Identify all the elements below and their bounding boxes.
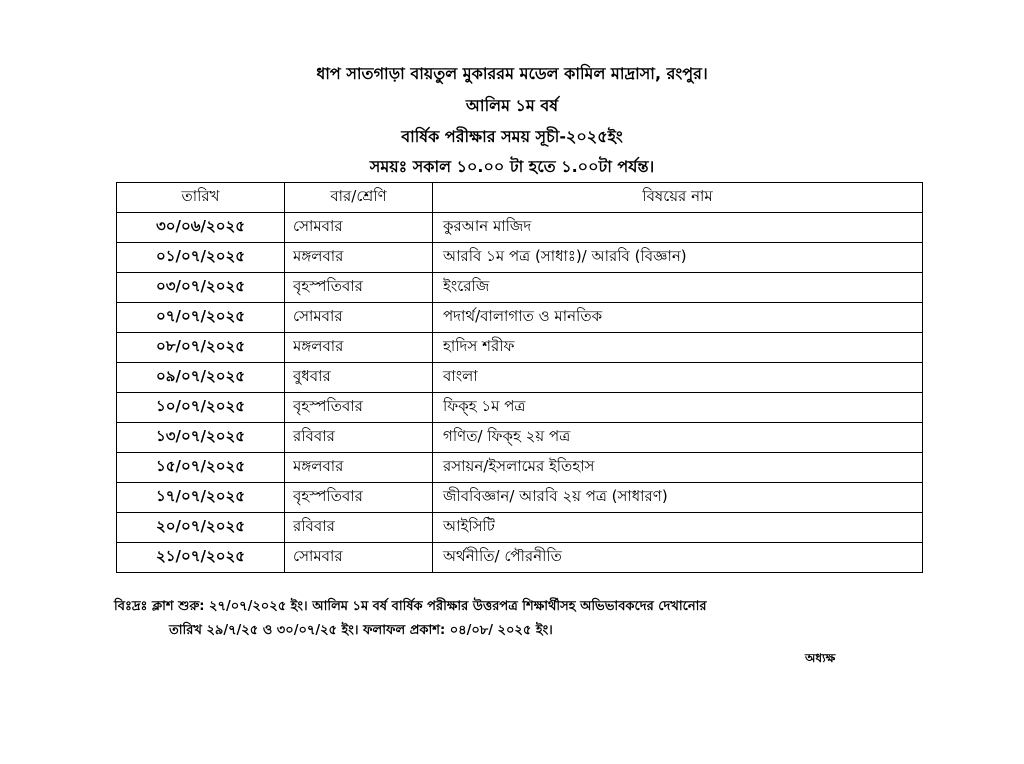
table-row: [117, 243, 923, 273]
row-subject: গণিত/ ফিক্‌হ ২য় পত্র: [433, 423, 923, 453]
table-row: [117, 273, 923, 303]
principal-signature-label: অধ্যক্ষ: [805, 651, 836, 665]
row-day: রবিবার: [285, 423, 433, 453]
row-subject: কুরআন মাজিদ: [433, 213, 923, 243]
row-date: ১০/০৭/২০২৫: [117, 393, 285, 423]
row-date: ২০/০৭/২০২৫: [117, 513, 285, 543]
row-subject: বাংলা: [433, 363, 923, 393]
row-date: ০১/০৭/২০২৫: [117, 243, 285, 273]
table-row: [117, 453, 923, 483]
row-day: মঙ্গলবার: [285, 333, 433, 363]
row-subject: ফিক্‌হ ১ম পত্র: [433, 393, 923, 423]
table-row: [117, 303, 923, 333]
row-day: মঙ্গলবার: [285, 243, 433, 273]
row-day: সোমবার: [285, 543, 433, 573]
table-row: [117, 483, 923, 513]
row-date: ১৭/০৭/২০২৫: [117, 483, 285, 513]
column-header-date: তারিখ: [117, 183, 285, 213]
table-row: [117, 363, 923, 393]
note-line-2: তারিখ ২৯/৭/২৫ ও ৩০/০৭/২৫ ইং। ফলাফল প্রকাশ: ০৪/০৮/ ২০২৫ ইং।: [169, 623, 553, 638]
row-day: সোমবার: [285, 213, 433, 243]
row-day: বুধবার: [285, 363, 433, 393]
row-date: ৩০/০৬/২০২৫: [117, 213, 285, 243]
row-date: ০৭/০৭/২০২৫: [117, 303, 285, 333]
row-date: ১৩/০৭/২০২৫: [117, 423, 285, 453]
table-row: [117, 393, 923, 423]
row-date: ২১/০৭/২০২৫: [117, 543, 285, 573]
column-header-subject: বিষয়ের নাম: [433, 183, 923, 213]
exam-title: বার্ষিক পরীক্ষার সময় সূচী-২০২৫ইং: [401, 127, 623, 146]
row-day: মঙ্গলবার: [285, 453, 433, 483]
row-subject: পদার্থ/বালাগাত ও মানতিক: [433, 303, 923, 333]
column-header-day: বার/শ্রেণি: [285, 183, 433, 213]
note-line-1: বিঃদ্রঃ ক্লাশ শুরু: ২৭/০৭/২০২৫ ইং। আলিম ১ম বর্ষ বার্ষিক পরীক্ষার উত্তরপত্র শিক্ষার্থীসহ অভিভাবকদের দেখানোর: [114, 599, 707, 614]
row-date: ০৩/০৭/২০২৫: [117, 273, 285, 303]
table-row: [117, 333, 923, 363]
row-day: সোমবার: [285, 303, 433, 333]
table-row: [117, 423, 923, 453]
exam-schedule-table: [116, 182, 923, 573]
row-subject: হাদিস শরীফ: [433, 333, 923, 363]
institution-title: ধাপ সাতগাড়া বায়তুল মুকাররম মডেল কামিল মাদ্রাসা, রংপুর।: [316, 64, 708, 83]
row-date: ১৫/০৭/২০২৫: [117, 453, 285, 483]
row-subject: ইংরেজি: [433, 273, 923, 303]
table-row: [117, 513, 923, 543]
row-date: ০৯/০৭/২০২৫: [117, 363, 285, 393]
exam-time: সময়ঃ সকাল ১০.০০ টা হতে ১.০০টা পর্যন্ত।: [369, 157, 655, 176]
row-subject: আইসিটি: [433, 513, 923, 543]
class-title: আলিম ১ম বর্ষ: [465, 96, 559, 115]
table-header-row: [117, 183, 923, 213]
row-date: ০৮/০৭/২০২৫: [117, 333, 285, 363]
row-day: বৃহস্পতিবার: [285, 273, 433, 303]
table-row: [117, 543, 923, 573]
row-day: বৃহস্পতিবার: [285, 393, 433, 423]
row-subject: আরবি ১ম পত্র (সাধাঃ)/ আরবি (বিজ্ঞান): [433, 243, 923, 273]
row-subject: অর্থনীতি/ পৌরনীতি: [433, 543, 923, 573]
table-row: [117, 213, 923, 243]
row-subject: রসায়ন/ইসলামের ইতিহাস: [433, 453, 923, 483]
row-subject: জীববিজ্ঞান/ আরবি ২য় পত্র (সাধারণ): [433, 483, 923, 513]
row-day: রবিবার: [285, 513, 433, 543]
row-day: বৃহস্পতিবার: [285, 483, 433, 513]
